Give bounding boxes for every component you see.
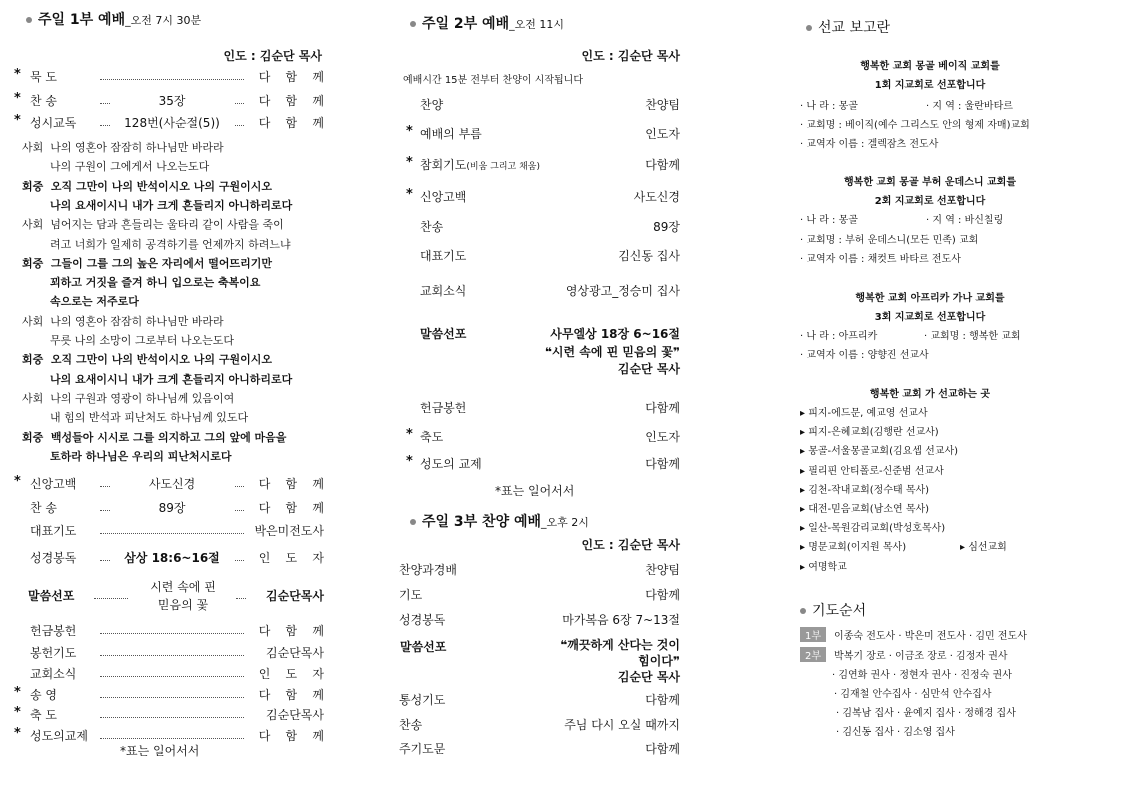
supported-mission-item: ▸ 피지-은혜교회(김행란 선교사)	[800, 427, 939, 439]
reading-line: 꾀하고 거짓을 즐겨 하니 입으로는 축복이요	[50, 276, 261, 290]
order-name-text: 헌금봉헌	[420, 401, 467, 415]
supported-mission-item: ▸ 여명학교	[800, 561, 847, 573]
church2-heading: 행복한 교회 몽골 부허 운데스니 교회를	[844, 177, 1016, 188]
order-name: 성시교독	[30, 116, 77, 130]
order-name: 교회소식	[30, 667, 77, 681]
service2-note: 예배시간 15분 전부터 찬양이 시작됩니다	[403, 75, 583, 86]
service2-title-text: 주일 2부 예배	[422, 16, 510, 32]
order-name	[420, 125, 482, 142]
order-value: 128번(사순절(5))	[110, 114, 234, 131]
order-name: 성경봉독	[30, 551, 77, 565]
order-name-text: 찬양과경배	[399, 563, 457, 577]
order-name-text: 찬송	[420, 220, 444, 234]
order-name	[420, 96, 443, 113]
service3-leader: 인도 : 김순단 목사	[581, 538, 680, 552]
service2-sermon-label: 말씀선포	[420, 327, 467, 341]
order-who: 김순단목사	[266, 646, 324, 660]
order-name	[399, 611, 445, 628]
reading-line: 속으로는 저주로다	[50, 295, 139, 309]
dotted-leader	[100, 697, 244, 698]
supported-mission-item: ▸ 몽골-서울몽골교회(김요셉 선교사)	[800, 446, 959, 458]
order-name-text: 축도	[420, 430, 444, 444]
prayer-title	[800, 600, 866, 620]
prayer-line-1-text: 이종숙 전도사 · 박은미 전도사 · 김민 전도사	[834, 631, 1027, 642]
order-name	[420, 282, 466, 299]
order-who: 인도자	[645, 127, 680, 141]
service2-title	[410, 13, 564, 33]
order-who: 인 도 자	[258, 551, 324, 565]
bullet-icon	[410, 519, 416, 525]
order-who: 찬양팀	[645, 98, 680, 112]
supported-mission-item: ▸ 명문교회(이지원 목사)	[800, 542, 907, 554]
prayer-line-2	[800, 647, 1008, 662]
service3-sermon-who: 김순단 목사	[617, 670, 680, 684]
order-value: 삼상 18:6~16절	[110, 549, 234, 566]
bullet-icon	[410, 21, 416, 27]
reading-line: 회중 그들이 그를 그의 높은 자리에서 떨어뜨리기만	[22, 256, 272, 270]
reading-line: 무릇 나의 소망이 그로부터 나오는도다	[50, 334, 235, 347]
church2-country: · 나 라 : 몽골	[800, 215, 858, 226]
church2-name: · 교회명 : 부허 운데스니(모든 민족) 교회	[800, 235, 979, 246]
order-who: 다 함 께	[258, 688, 324, 702]
church3-subheading: 3회 지교회로 선포합니다	[874, 312, 986, 323]
order-who: 찬양팀	[645, 563, 680, 577]
order-who: 다함께	[645, 401, 680, 415]
order-who: 다 함 께	[258, 70, 324, 84]
supported-mission-item: ▸ 피지-에드문, 예교영 선교사	[800, 408, 928, 419]
star-mark: *	[406, 454, 413, 469]
service1-time: _오전 7시 30분	[125, 14, 202, 27]
order-who: 박은미전도사	[254, 524, 324, 538]
order-name-text: 대표기도	[420, 249, 467, 263]
reading-line: 토하라 하나님은 우리의 피난처시로다	[50, 449, 232, 463]
service3-sermon-title-1: ❝깨끗하게 산다는 것이	[560, 638, 680, 652]
order-name	[399, 691, 445, 708]
service2-tag: 2부	[800, 647, 826, 662]
star-mark: *	[14, 67, 21, 82]
order-who: 다함께	[645, 588, 680, 602]
order-name	[420, 455, 482, 472]
order-name: 묵 도	[30, 70, 57, 84]
bullet-icon	[806, 25, 812, 31]
star-mark: *	[14, 91, 21, 106]
prayer-line-2-text: 박복기 장로 · 이금조 장로 · 김정자 권사	[834, 651, 1008, 662]
dotted-leader	[100, 717, 244, 718]
reading-line: 사회 넘어지는 담과 흔들리는 울타리 같이 사람을 죽이	[22, 218, 284, 232]
star-mark: *	[406, 124, 413, 139]
order-who: 영상광고_정승미 집사	[565, 284, 680, 298]
church1-region: · 지 역 : 울란바타르	[926, 101, 1013, 112]
order-name: 송 영	[30, 688, 57, 702]
reading-line: 회중 오직 그만이 나의 반석이시오 나의 구원이시오	[22, 353, 272, 367]
star-mark: *	[14, 474, 21, 489]
supported-mission-item: ▸ 일산-목원감리교회(박성호목사)	[800, 523, 946, 535]
order-who: 다함께	[645, 742, 680, 756]
star-mark: *	[14, 705, 21, 720]
church1-subheading: 1회 지교회로 선포합니다	[874, 80, 986, 91]
service3-sermon-label: 말씀선포	[400, 640, 447, 654]
order-who: 김순단목사	[266, 708, 324, 722]
order-who: 주님 다시 오실 때까지	[564, 718, 680, 732]
order-name: 대표기도	[30, 524, 77, 538]
order-name-note: (비움 그리고 채움)	[466, 162, 540, 172]
service1-sermon-label: 말씀선포	[28, 589, 75, 603]
order-who: 사도신경	[633, 190, 680, 204]
supported-mission-item: ▸ 대전-믿음교회(남소연 목사)	[800, 504, 930, 515]
order-name	[420, 188, 466, 205]
order-who: 다 함 께	[258, 501, 324, 515]
reading-line: 내 힘의 반석과 피난처도 하나님께 있도다	[50, 411, 249, 425]
order-name-text: 통성기도	[399, 693, 446, 707]
supported-mission-item: ▸ 필리핀 안티폴로-신준범 선교사	[800, 465, 944, 477]
dotted-leader	[100, 79, 244, 80]
service1-title	[26, 9, 201, 29]
order-name-text: 기도	[399, 588, 423, 602]
mission-title-text: 선교 보고란	[818, 20, 891, 36]
service3-title	[410, 511, 589, 531]
order-name-text: 성도의 교제	[420, 457, 482, 471]
church3-country: · 나 라 : 아프리카	[800, 331, 878, 342]
prayer-line-4: · 김재철 안수집사 · 심만석 안수집사	[834, 689, 992, 700]
reading-line: 려고 너희가 일제히 공격하기를 언제까지 하려느냐	[50, 237, 291, 251]
church1-name: · 교회명 : 베이직(예수 그리스도 안의 형제 자매)교회	[800, 120, 1030, 131]
supported-mission-item: ▸ 김천-작내교회(정수태 목사)	[800, 484, 930, 496]
order-name-text: 참회기도	[420, 158, 467, 172]
star-mark: *	[406, 155, 413, 170]
service2-leader: 인도 : 김순단 목사	[581, 49, 680, 63]
order-name: 신앙고백	[30, 477, 77, 491]
dotted-leader	[100, 533, 244, 534]
prayer-line-6: · 김신동 집사 · 김소영 집사	[836, 727, 955, 738]
church3-heading: 행복한 교회 아프리카 가나 교회를	[855, 293, 1005, 304]
dotted-leader	[100, 633, 244, 634]
order-value: 35장	[110, 92, 234, 109]
order-who: 김신동 집사	[618, 249, 680, 263]
service3-title-text: 주일 3부 찬양 예배	[422, 514, 542, 530]
order-name: 봉헌기도	[30, 646, 77, 660]
order-who: 다 함 께	[258, 116, 324, 130]
order-who: 다함께	[645, 158, 680, 172]
church1-country: · 나 라 : 몽골	[800, 101, 858, 112]
order-who: 마가복음 6장 7~13절	[562, 613, 680, 627]
service2-sermon-who: 김순단 목사	[617, 362, 680, 376]
order-name	[399, 586, 422, 603]
order-who: 인 도 자	[258, 667, 324, 681]
service2-sermon-ref: 사무엘상 18장 6~16절	[550, 327, 680, 341]
order-name-text: 성경봉독	[399, 613, 446, 627]
dotted-leader	[100, 676, 244, 677]
order-name: 성도의교제	[30, 729, 88, 743]
order-name	[420, 399, 466, 416]
order-who: 다 함 께	[258, 624, 324, 638]
star-mark: *	[14, 113, 21, 128]
order-name: 헌금봉헌	[30, 624, 77, 638]
service2-footnote: *표는 일어서서	[495, 484, 575, 498]
church2-subheading: 2회 지교회로 선포합니다	[874, 196, 986, 207]
service3-sermon-title-2: 힘이다❞	[638, 654, 680, 668]
dotted-leader	[100, 738, 244, 739]
order-value: 89장	[110, 499, 234, 516]
order-who: 89장	[653, 220, 680, 234]
order-name-text: 신앙고백	[420, 190, 467, 204]
church2-minister: · 교역자 이름 : 채컷트 바타르 전도사	[800, 254, 961, 265]
order-name	[399, 716, 422, 733]
order-who: 다함께	[645, 693, 680, 707]
prayer-title-text: 기도순서	[812, 603, 867, 619]
order-name-text: 교회소식	[420, 284, 467, 298]
service3-time: _오후 2시	[541, 516, 589, 529]
star-mark: *	[14, 685, 21, 700]
reading-line: 사회 나의 영혼아 잠잠히 하나님만 바라라	[22, 141, 224, 154]
order-name-text: 찬양	[420, 98, 444, 112]
service1-sermon-title-2: 믿음의 꽃	[157, 598, 209, 612]
church1-minister: · 교역자 이름 : 겔렉잠츠 전도사	[800, 139, 939, 150]
service2-sermon-title: ❝시련 속에 핀 믿음의 꽃❞	[544, 345, 680, 359]
order-who: 인도자	[645, 430, 680, 444]
mission-title	[806, 17, 890, 37]
prayer-line-5: · 김복남 집사 · 윤예지 집사 · 정해경 집사	[836, 708, 1016, 719]
service1-title-text: 주일 1부 예배	[38, 12, 126, 28]
service1-tag: 1부	[800, 627, 826, 642]
order-who: 다함께	[645, 457, 680, 471]
church3-minister: · 교역자 이름 : 양향진 선교사	[800, 350, 929, 361]
supported-missions-heading: 행복한 교회 가 선교하는 곳	[869, 389, 991, 400]
order-name-text: 찬송	[399, 718, 423, 732]
order-name	[420, 428, 443, 445]
supported-mission-extra: ▸ 심선교회	[960, 542, 1007, 553]
dotted-leader	[100, 655, 244, 656]
bullet-icon	[26, 17, 32, 23]
service2-time: _오전 11시	[509, 18, 564, 31]
order-name-text: 주기도문	[399, 742, 446, 756]
order-who: 다 함 께	[258, 477, 324, 491]
prayer-line-1	[800, 627, 1027, 642]
reading-line: 회중 오직 그만이 나의 반석이시오 나의 구원이시오	[22, 179, 272, 193]
order-name	[399, 740, 445, 757]
reading-line: 사회 나의 영혼아 잠잠히 하나님만 바라라	[22, 314, 224, 328]
order-who: 다 함 께	[258, 94, 324, 108]
service1-footnote: *표는 일어서서	[120, 744, 200, 758]
order-name: 찬 송	[30, 94, 57, 108]
order-name	[420, 247, 466, 264]
star-mark: *	[14, 726, 21, 741]
star-mark: *	[406, 427, 413, 442]
service1-sermon-title-1: 시련 속에 핀	[150, 580, 216, 594]
order-name: 축 도	[30, 708, 57, 722]
order-who: 다 함 께	[258, 729, 324, 743]
prayer-line-3: · 김연화 권사 · 정현자 권사 · 진정숙 권사	[832, 670, 1012, 681]
reading-line: 사회 나의 구원과 영광이 하나님께 있음이여	[22, 391, 235, 405]
order-name: 찬 송	[30, 501, 57, 515]
reading-line: 나의 요새이시니 내가 크게 흔들리지 아니하리로다	[50, 372, 293, 386]
reading-line: 회중 백성들아 시시로 그를 의지하고 그의 앞에 마음을	[22, 430, 287, 444]
order-name	[420, 218, 443, 235]
church2-region: · 지 역 : 바신칠링	[926, 215, 1004, 226]
bullet-icon	[800, 608, 806, 614]
church1-heading: 행복한 교회 몽골 베이직 교회를	[860, 61, 1000, 72]
order-name	[399, 561, 457, 578]
star-mark: *	[406, 187, 413, 202]
service1-sermon-who: 김순단목사	[266, 589, 324, 603]
reading-line: 나의 구원이 그에게서 나오는도다	[50, 160, 210, 174]
order-name-text: 예배의 부름	[420, 127, 482, 141]
service1-leader: 인도 : 김순단 목사	[223, 49, 322, 63]
reading-line: 나의 요새이시니 내가 크게 흔들리지 아니하리로다	[50, 198, 293, 212]
church3-name: · 교회명 : 행복한 교회	[924, 331, 1021, 342]
order-value: 사도신경	[110, 475, 234, 492]
